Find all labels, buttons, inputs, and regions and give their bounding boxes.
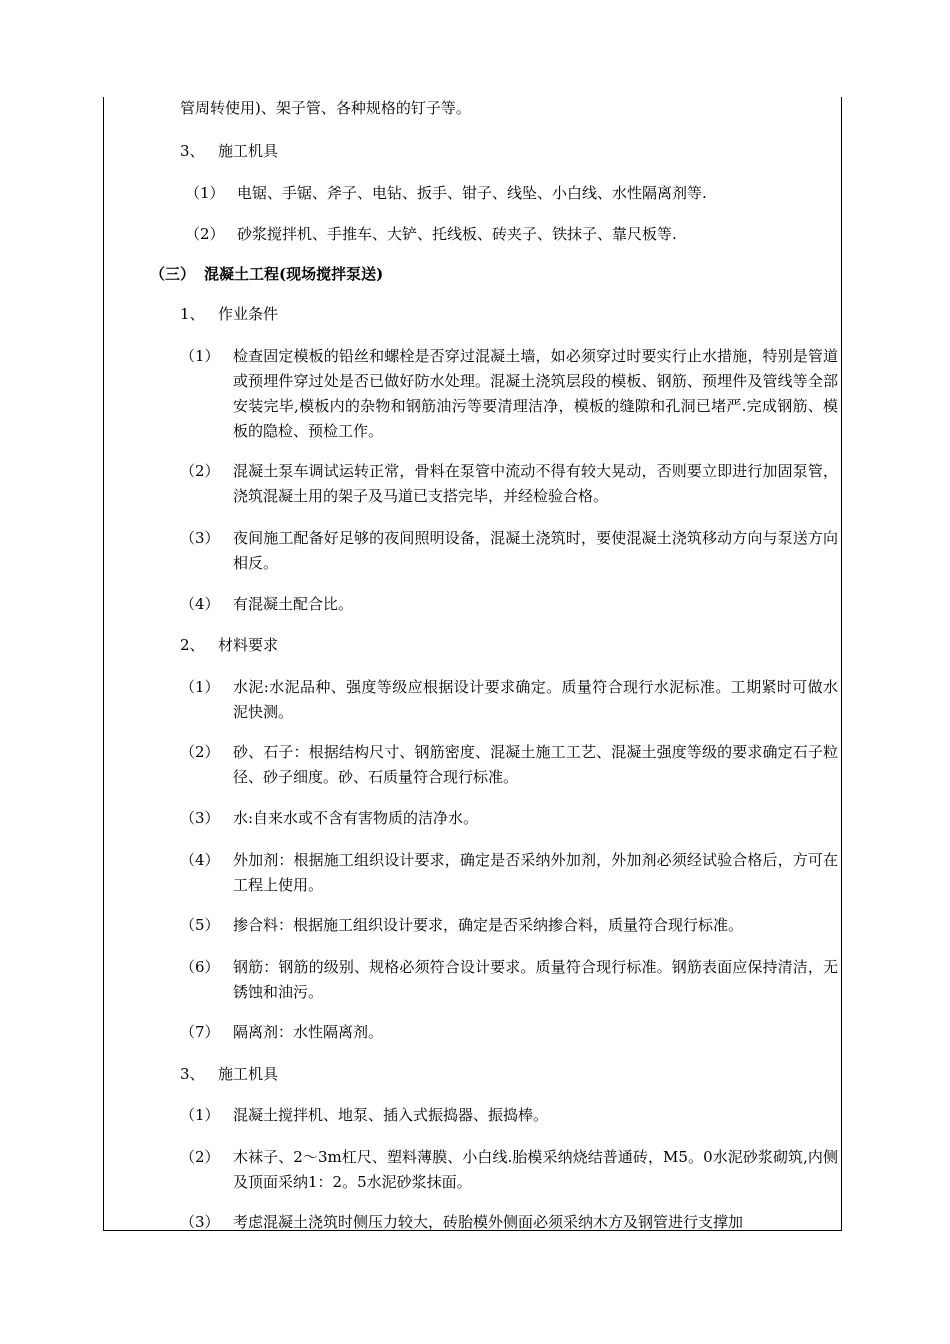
list-item-number: （6） [180, 958, 220, 976]
list-item-text: 钢筋：钢筋的级别、规格必须符合设计要求。质量符合现行标准。钢筋表面应保持清洁，无锈蚀和油污。 [233, 958, 838, 1001]
list-item-text: 混凝土搅拌机、地泵、插入式振捣器、振捣棒。 [233, 1106, 549, 1124]
list-item-number: （2） [180, 1148, 220, 1166]
section-title: 混凝土工程(现场搅拌泵送) [204, 265, 384, 283]
list-item-text: 砂浆搅拌机、手推车、大铲、托线板、砖夹子、铁抹子、靠尺板等. [237, 225, 677, 243]
section-number: （三） [150, 265, 196, 283]
list-item-number: （2） [180, 743, 220, 761]
tools-number: 3、 [180, 142, 205, 160]
subsection-number: 3、 [180, 1065, 205, 1083]
list-item-number: （4） [180, 595, 220, 613]
tools-title: 施工机具 [218, 142, 279, 160]
list-item-number: （1） [180, 1106, 220, 1124]
list-item-number: （4） [180, 851, 220, 869]
list-item-number: （3） [180, 529, 220, 547]
subsection-number: 2、 [180, 636, 205, 654]
list-item-number: （1） [180, 347, 220, 365]
list-item-number: （3） [180, 809, 220, 827]
list-item-text: 木袜子、2～3m杠尺、塑料薄膜、小白线.胎模采纳烧结普通砖，M5。0水泥砂浆砌筑,内侧及顶面采纳1：2。5水泥砂浆抹面。 [233, 1148, 838, 1191]
list-item-number: （3） [180, 1213, 220, 1231]
list-item-text: 有混凝土配合比。 [233, 595, 354, 613]
list-item-number: （1） [180, 678, 220, 696]
continued-text: 管周转使用)、架子管、各种规格的钉子等。 [180, 99, 471, 117]
list-item-number: （5） [180, 916, 220, 934]
list-item-number: （1） [185, 184, 225, 202]
list-item-text: 混凝土泵车调试运转正常，骨料在泵管中流动不得有较大晃动，否则要立即进行加固泵管，浇筑混凝土用的架子及马道已支搭完毕，并经检验合格。 [233, 462, 838, 505]
list-item-text: 水:自来水或不含有害物质的洁净水。 [233, 809, 479, 827]
list-item-text: 检查固定模板的铅丝和螺栓是否穿过混凝土墙，如必须穿过时要实行止水措施，特别是管道或预埋件穿过处是否已做好防水处理。混凝土浇筑层段的模板、钢筋、预埋件及管线等全部安装完毕,模板内的杂物和钢筋油污等要清理洁净，模板的缝隙和孔洞已堵严.完成钢筋、模板的隐检、预检工作。 [233, 347, 838, 440]
list-item-text: 掺合料：根据施工组织设计要求，确定是否采纳掺合料，质量符合现行标准。 [233, 916, 744, 934]
list-item-text: 隔离剂：水性隔离剂。 [233, 1023, 384, 1041]
list-item-text: 考虑混凝土浇筑时侧压力较大，砖胎模外侧面必须采纳木方及钢管进行支撑加 [233, 1213, 744, 1231]
list-item-text: 砂、石子：根据结构尺寸、钢筋密度、混凝土施工工艺、混凝土强度等级的要求确定石子粒径、砂子细度。砂、石质量符合现行标准。 [233, 743, 838, 786]
list-item-text: 电锯、手锯、斧子、电钻、扳手、钳子、线坠、小白线、水性隔离剂等. [237, 184, 707, 202]
subsection-title: 材料要求 [218, 636, 279, 654]
list-item-text: 外加剂：根据施工组织设计要求，确定是否采纳外加剂，外加剂必须经试验合格后，方可在工程上使用。 [233, 851, 838, 894]
subsection-number: 1、 [180, 305, 205, 323]
subsection-title: 作业条件 [218, 305, 279, 323]
subsection-title: 施工机具 [218, 1065, 279, 1083]
list-item-text: 水泥:水泥品种、强度等级应根据设计要求确定。质量符合现行水泥标准。工期紧时可做水泥快测。 [233, 678, 838, 721]
list-item-number: （2） [185, 225, 225, 243]
list-item-number: （7） [180, 1023, 220, 1041]
list-item-number: （2） [180, 462, 220, 480]
list-item-text: 夜间施工配备好足够的夜间照明设备，混凝土浇筑时，要使混凝土浇筑移动方向与泵送方向相反。 [233, 529, 838, 572]
